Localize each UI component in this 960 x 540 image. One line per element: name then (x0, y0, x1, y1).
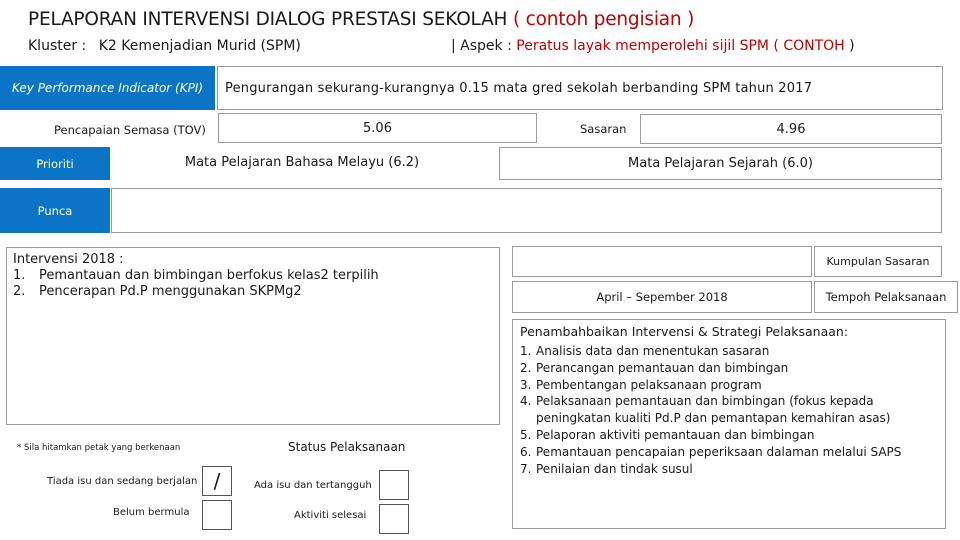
sasaran-value: 4.96 (640, 114, 942, 144)
kpi-text: Pengurangan sekurang-kurangnya 0.15 mata gred sekolah berbanding SPM tahun 2017 (217, 66, 943, 110)
aspek-row (451, 38, 855, 54)
list-item: 1. Pemantauan dan bimbingan berfokus kelas2 terpilih (13, 268, 379, 283)
status-checkbox-ada-isu[interactable] (379, 470, 409, 500)
penambahbaikan-box (512, 319, 946, 529)
status-option-label: Aktiviti selesai (294, 510, 367, 521)
kumpulan-label: Kumpulan Sasaran (814, 246, 942, 277)
check-mark: / (213, 469, 221, 493)
title-accent: ( contoh pengisian ) (512, 9, 695, 30)
intervensi-box (6, 247, 500, 425)
tempoh-label: Tempoh Pelaksanaan (814, 281, 958, 313)
list-item: 5. Pelaporan aktiviti pemantauan dan bimbingan (520, 427, 815, 442)
aspek-close: ) (849, 38, 855, 54)
list-item: 3. Pembentangan pelaksanaan program (520, 377, 762, 392)
intervensi-title: Intervensi 2018 : (13, 252, 124, 267)
prioriti-label: Prioriti (0, 147, 110, 180)
penambahbaikan-title: Penambahbaikan Intervensi & Strategi Pelaksanaan: (520, 324, 849, 339)
status-option-label: Ada isu dan tertangguh (254, 480, 372, 491)
list-item: 2. Perancangan pemantauan dan bimbingan (520, 360, 789, 375)
kumpulan-value (512, 246, 812, 277)
aspek-label: | Aspek : (451, 38, 512, 54)
punca-label: Punca (0, 188, 110, 233)
punca-value (111, 188, 942, 233)
status-option-label: Tiada isu dan sedang berjalan (47, 476, 198, 487)
aspek-value: Peratus layak memperolehi sijil SPM ( CONTOH (516, 38, 845, 54)
prioriti-subject-2: Mata Pelajaran Sejarah (6.0) (499, 147, 942, 180)
list-item: 1. Analisis data dan menentukan sasaran (520, 344, 770, 358)
list-item: 2. Pencerapan Pd.P menggunakan SKPMg2 (13, 284, 302, 299)
penambahbaikan-list (520, 343, 938, 477)
status-title: Status Pelaksanaan (288, 440, 406, 454)
list-item: 4. Pelaksanaan pemantauan dan bimbingan (fokus kepada peningkatan kualiti Pd.P dan pemantapan kemahiran asas) (520, 394, 891, 426)
page-title (28, 9, 694, 30)
kluster-label: Kluster : (28, 38, 87, 54)
status-note: * Sila hitamkan petak yang berkenaan (17, 443, 181, 453)
status-checkbox-belum-bermula[interactable] (202, 500, 232, 530)
intervensi-list (13, 268, 493, 300)
tov-label: Pencapaian Semasa (TOV) (54, 123, 206, 137)
list-item: 6. Pemantauan pencapaian peperiksaan dalaman melalui SAPS (520, 444, 902, 459)
tempoh-value: April – Sepember 2018 (512, 281, 812, 313)
tov-value: 5.06 (218, 113, 537, 143)
status-option-label: Belum bermula (113, 507, 190, 518)
status-checkbox-tiada-isu[interactable] (202, 466, 232, 496)
title-main: PELAPORAN INTERVENSI DIALOG PRESTASI SEKOLAH (28, 9, 508, 30)
prioriti-subject-1: Mata Pelajaran Bahasa Melayu (6.2) (184, 155, 420, 170)
kluster-value: K2 Kemenjadian Murid (SPM) (98, 38, 301, 54)
kpi-label: Key Performance Indicator (KPI) (0, 66, 215, 110)
status-checkbox-aktiviti-selesai[interactable] (379, 504, 409, 534)
list-item: 7. Penilaian dan tindak susul (520, 461, 693, 476)
sasaran-label: Sasaran (580, 122, 627, 136)
kluster-row (28, 38, 301, 54)
